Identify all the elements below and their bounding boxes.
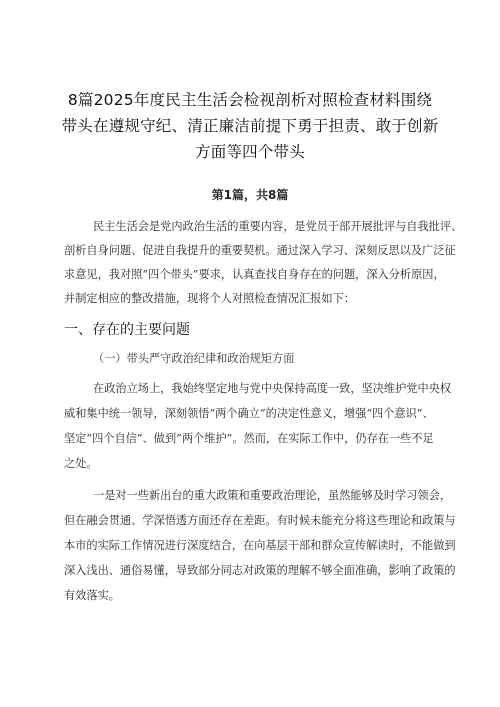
- document-title-line-3: 方面等四个带头: [195, 143, 305, 161]
- paragraph-2-line-5: 有效落实。: [64, 589, 120, 602]
- intro-line-1: 民主生活会是党内政治生活的重要内容，是党员于部开展批评与自我批评、: [93, 220, 463, 233]
- document-title-line-2: 带头在遵规守纪、清正廉洁前提下勇于担责、敢于创新: [61, 117, 439, 135]
- section-heading: 一、存在的主要问题: [64, 322, 190, 338]
- page-indicator: 第1篇，共8篇: [211, 188, 289, 202]
- paragraph-1-line-3: 坚定“四个自信”、做到“两个维护”。然而，在实际工作中，仍存在一些不足: [64, 432, 434, 445]
- paragraph-1-line-4: 之处。: [64, 457, 98, 470]
- subsection-heading: （一）带头严守政治纪律和政治规矩方面: [93, 352, 295, 365]
- intro-line-3: 求意见，我对照“四个带头”要求，认真查找自身存在的问题，深入分析原因，: [64, 268, 445, 281]
- intro-line-2: 剖析自身问题、促进自我提升的重要契机。通过深入学习、深刻反思以及广泛征: [64, 244, 456, 257]
- paragraph-2-line-1: 一是对一些新出台的重大政策和重要政治理论，虽然能够及时学习领会，: [93, 489, 452, 502]
- paragraph-1-line-1: 在政治立场上，我始终坚定地与党中央保持高度一致，坚决维护党中央权: [93, 382, 452, 395]
- paragraph-2-line-3: 本市的实际工作情况进行深度结合，在向基层干部和群众宣传解读时，不能做到: [64, 539, 456, 552]
- intro-line-4: 并制定相应的整改措施，现将个人对照检查情况汇报如下：: [64, 292, 355, 305]
- paragraph-1-line-2: 威和集中统一领导，深刻领悟“两个确立”的决定性意义，增强“四个意识”、: [64, 407, 434, 420]
- document-title-line-1: 8篇2025年度民主生活会检视剖析对照检查材料围绕: [67, 91, 433, 109]
- paragraph-2-line-4: 深入浅出、通俗易懂，导致部分同志对政策的理解不够全面准确，影响了政策的: [64, 564, 456, 577]
- paragraph-2-line-2: 但在融会贯通、学深悟透方面还存在差距。有时候未能充分将这些理论和政策与: [64, 514, 456, 527]
